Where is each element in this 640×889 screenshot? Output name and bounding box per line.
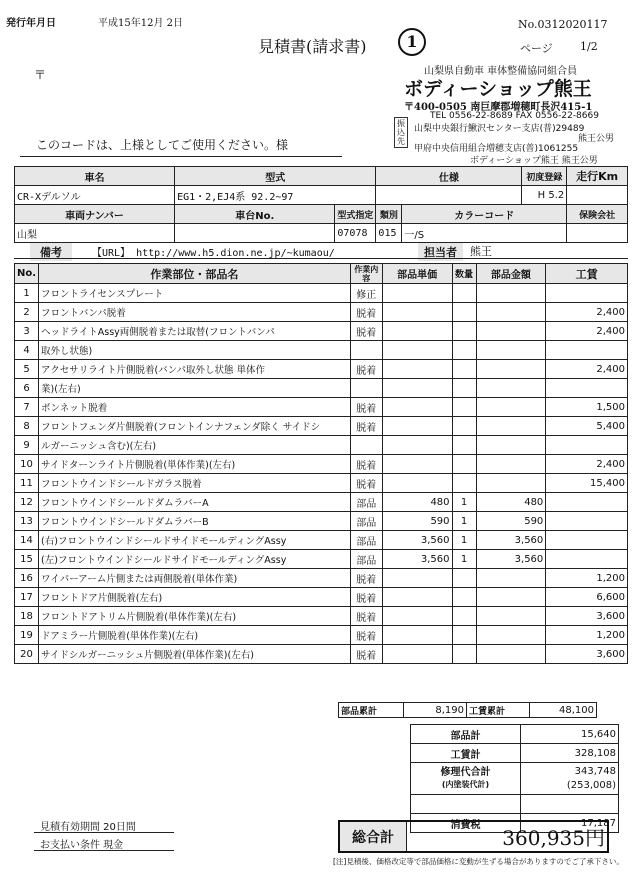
remarks-label: 備考 [30, 243, 72, 261]
table-row [15, 550, 628, 569]
col-unit-price-header: 部品単価 [382, 264, 452, 284]
item-no: 9 [15, 436, 39, 455]
summary-label [411, 763, 521, 795]
company-tel-fax: TEL 0556-22-8689 FAX 0556-22-8669 [430, 111, 599, 121]
item-quantity [452, 417, 476, 436]
plate-header: 車両ナンバー [15, 205, 175, 224]
transfer-char: 振 [397, 119, 405, 128]
item-unit-price [382, 379, 452, 398]
table-row [15, 626, 628, 645]
bank-account-1-holder: 熊王公男 [578, 134, 615, 144]
item-work-type: 脱着 [350, 455, 382, 474]
item-part-name: (左)フロントウインドシールドサイドモールディングAssy [39, 550, 351, 569]
company-address: 〒400-0505 南巨摩郡増穂町長沢415-1 [404, 102, 593, 113]
summary-value-main: 343,748 [574, 765, 616, 777]
item-unit-price: 3,560 [382, 550, 452, 569]
parts-subtotal-label: 部品累計 [339, 703, 404, 718]
item-amount [476, 436, 546, 455]
item-labor: 2,400 [546, 455, 628, 474]
table-row [15, 341, 628, 360]
item-part-name: フロントドアトリム片側脱着(単体作業)(左右) [39, 607, 351, 626]
item-work-type: 脱着 [350, 303, 382, 322]
summary-label: 消費税 [411, 814, 521, 833]
item-labor: 3,600 [546, 607, 628, 626]
table-row [15, 455, 628, 474]
payment-terms: お支払い条件 現金 [40, 840, 124, 851]
item-labor [546, 284, 628, 303]
item-part-name: サイドシルガーニッシュ片側脱着(単体作業)(左右) [39, 645, 351, 664]
item-work-type [350, 341, 382, 360]
item-part-name: ボンネット脱着 [39, 398, 351, 417]
table-row [15, 588, 628, 607]
item-part-name: サイドターンライト片側脱着(単体作業)(左右) [39, 455, 351, 474]
table-row [15, 379, 628, 398]
item-work-type: 脱着 [350, 360, 382, 379]
item-no: 18 [15, 607, 39, 626]
vehicle-info-table [14, 166, 628, 243]
item-unit-price [382, 303, 452, 322]
bank-account-2-holder: ボディーショップ熊王 熊王公男 [470, 156, 598, 166]
summary-value-sub: (253,008) [566, 779, 616, 791]
item-work-type: 脱着 [350, 474, 382, 493]
item-part-name: ヘッドライトAssy両側脱着または取替(フロントバンパ [39, 322, 351, 341]
item-work-type: 部品 [350, 493, 382, 512]
item-unit-price [382, 322, 452, 341]
col-no-header: No. [15, 264, 39, 284]
item-amount: 590 [476, 512, 546, 531]
item-labor [546, 341, 628, 360]
staff-label: 担当者 [418, 243, 463, 261]
table-row [15, 284, 628, 303]
color-code: 一/S [402, 224, 567, 243]
item-part-name: フロントバンパ脱着 [39, 303, 351, 322]
item-amount [476, 322, 546, 341]
item-part-name: フロントウインドシールドガラス脱着 [39, 474, 351, 493]
vehicle-model-header: 型式 [175, 167, 376, 186]
designation-header: 型式指定 [335, 205, 376, 224]
table-row [15, 398, 628, 417]
subtotals-row [338, 702, 597, 718]
item-quantity [452, 379, 476, 398]
item-labor: 2,400 [546, 322, 628, 341]
item-part-name: ワイパーアーム片側または両側脱着(単体作業) [39, 569, 351, 588]
summary-label-sub: (内塗装代計) [441, 779, 490, 789]
item-quantity: 1 [452, 550, 476, 569]
summary-label-main: 修理代合計 [440, 766, 491, 778]
postal-mark: 〒 [34, 68, 47, 82]
item-labor: 15,400 [546, 474, 628, 493]
item-amount [476, 474, 546, 493]
item-work-type: 脱着 [350, 645, 382, 664]
table-row [15, 607, 628, 626]
vehicle-name: CR-Xデルソル [15, 186, 175, 205]
summary-label: 工賃計 [411, 744, 521, 763]
page-label: ページ [520, 42, 553, 55]
item-labor [546, 493, 628, 512]
table-row [15, 512, 628, 531]
item-amount: 480 [476, 493, 546, 512]
item-labor: 1,200 [546, 569, 628, 588]
item-quantity [452, 436, 476, 455]
summary-body [411, 725, 619, 833]
item-no: 17 [15, 588, 39, 607]
item-no: 8 [15, 417, 39, 436]
remarks-url: 【URL】 http://www.h5.dion.ne.jp/~kumaou/ [92, 248, 335, 259]
item-unit-price: 590 [382, 512, 452, 531]
item-quantity [452, 645, 476, 664]
item-unit-price: 480 [382, 493, 452, 512]
staff-name: 熊王 [470, 245, 492, 258]
issue-date: 平成15年12月 2日 [98, 18, 183, 29]
parts-subtotal-value: 8,190 [404, 703, 467, 718]
page-number: 1/2 [580, 40, 598, 53]
item-amount [476, 303, 546, 322]
item-amount [476, 360, 546, 379]
item-labor [546, 379, 628, 398]
bank-account-1: 山梨中央銀行鰍沢センター支店(普)29489 [414, 124, 585, 134]
summary-label: 部品計 [411, 725, 521, 744]
summary-row [411, 744, 619, 763]
remarks-underline [14, 258, 628, 259]
item-work-type: 脱着 [350, 322, 382, 341]
col-part-header: 作業部位・部品名 [39, 264, 351, 284]
item-part-name: ルガーニッシュ含む)(左右) [39, 436, 351, 455]
item-no: 5 [15, 360, 39, 379]
item-quantity [452, 569, 476, 588]
table-row [15, 417, 628, 436]
customer-name-line: このコードは、上様としてご使用ください。様 [36, 138, 289, 152]
class-number: 015 [376, 224, 402, 243]
labor-subtotal-value: 48,100 [530, 703, 597, 718]
item-part-name: フロントフェンダ片側脱着(フロントインナフェンダ除く サイドシ [39, 417, 351, 436]
item-amount [476, 607, 546, 626]
item-labor [546, 531, 628, 550]
issue-date-label: 発行年月日 [6, 18, 56, 29]
item-amount [476, 398, 546, 417]
item-unit-price: 3,560 [382, 531, 452, 550]
color-code-header: カラーコード [402, 205, 567, 224]
item-quantity [452, 360, 476, 379]
grand-total-value: 360,935円 [407, 821, 609, 852]
item-part-name: アクセサリライト片側脱着(バンパ取外し状態 単体作 [39, 360, 351, 379]
summary-value [521, 795, 619, 814]
item-no: 4 [15, 341, 39, 360]
item-labor [546, 550, 628, 569]
item-work-type: 部品 [350, 550, 382, 569]
item-labor: 2,400 [546, 360, 628, 379]
item-quantity [452, 398, 476, 417]
item-amount [476, 379, 546, 398]
document-number: No.0312020117 [518, 18, 608, 31]
item-labor: 2,400 [546, 303, 628, 322]
item-unit-price [382, 398, 452, 417]
item-work-type: 脱着 [350, 607, 382, 626]
summary-row [411, 795, 619, 814]
circle-number-mark [398, 28, 426, 56]
item-no: 19 [15, 626, 39, 645]
vehicle-name-header: 車名 [15, 167, 175, 186]
first-registration-header: 初度登録 [522, 167, 567, 186]
item-work-type: 部品 [350, 531, 382, 550]
item-part-name: (右)フロントウインドシールドサイドモールディングAssy [39, 531, 351, 550]
items-table [14, 263, 628, 664]
item-amount [476, 455, 546, 474]
item-quantity [452, 303, 476, 322]
item-part-name: フロントウインドシールドダムラバーA [39, 493, 351, 512]
summary-value [521, 763, 619, 795]
item-labor: 1,500 [546, 398, 628, 417]
item-amount [476, 341, 546, 360]
item-quantity: 1 [452, 493, 476, 512]
item-work-type: 修正 [350, 284, 382, 303]
item-unit-price [382, 607, 452, 626]
vehicle-spec [376, 186, 522, 205]
item-part-name: ドアミラー片側脱着(単体作業)(左右) [39, 626, 351, 645]
item-labor [546, 512, 628, 531]
summary-row [411, 763, 619, 795]
insurer-header: 保険会社 [567, 205, 628, 224]
table-row [15, 569, 628, 588]
items-body [15, 284, 628, 664]
item-unit-price [382, 341, 452, 360]
item-no: 20 [15, 645, 39, 664]
company-name: ボディーショップ熊王 [404, 78, 592, 100]
item-labor: 3,600 [546, 645, 628, 664]
grand-total-label: 総合計 [339, 821, 407, 852]
summary-label [411, 795, 521, 814]
summary-table [410, 724, 619, 833]
chassis-header: 車台No. [175, 205, 335, 224]
customer-underline [20, 156, 342, 157]
item-quantity [452, 341, 476, 360]
item-unit-price [382, 569, 452, 588]
item-unit-price [382, 360, 452, 379]
summary-value: 15,640 [521, 725, 619, 744]
document-title: 見積書(請求書) [258, 37, 367, 56]
footer-note: [注]見積後、価格改定等で部品価格に変動が生ずる場合がありますのでご了承下さい。 [333, 857, 624, 866]
first-registration: H 5.2 [522, 186, 567, 205]
mileage-header: 走行Km [567, 167, 628, 186]
item-work-type [350, 379, 382, 398]
item-unit-price [382, 417, 452, 436]
plate-number: 山梨 [15, 224, 175, 243]
summary-value: 328,108 [521, 744, 619, 763]
item-quantity: 1 [452, 512, 476, 531]
item-amount: 3,560 [476, 550, 546, 569]
item-work-type: 脱着 [350, 626, 382, 645]
chassis-number [175, 224, 335, 243]
item-amount [476, 645, 546, 664]
item-unit-price [382, 588, 452, 607]
item-unit-price [382, 436, 452, 455]
transfer-stamp [394, 117, 408, 148]
item-no: 6 [15, 379, 39, 398]
item-unit-price [382, 284, 452, 303]
item-amount [476, 284, 546, 303]
validity-underline [34, 832, 174, 833]
item-no: 2 [15, 303, 39, 322]
col-qty-header: 数量 [452, 264, 476, 284]
association-line: 山梨県自動車 車体整備協同組合員 [424, 66, 578, 77]
transfer-char: 込 [397, 128, 405, 137]
item-quantity [452, 626, 476, 645]
table-row [15, 360, 628, 379]
item-unit-price [382, 626, 452, 645]
transfer-char: 先 [397, 137, 405, 146]
item-no: 12 [15, 493, 39, 512]
item-part-name: フロントウインドシールドダムラバーB [39, 512, 351, 531]
col-labor-header: 工賃 [546, 264, 628, 284]
item-labor: 5,400 [546, 417, 628, 436]
summary-row [411, 725, 619, 744]
item-no: 16 [15, 569, 39, 588]
designation-number: 07078 [335, 224, 376, 243]
mileage [567, 186, 628, 205]
item-quantity [452, 474, 476, 493]
item-unit-price [382, 455, 452, 474]
item-amount [476, 626, 546, 645]
item-work-type: 部品 [350, 512, 382, 531]
item-amount [476, 588, 546, 607]
table-row [15, 645, 628, 664]
item-work-type [350, 436, 382, 455]
col-amount-header: 部品金額 [476, 264, 546, 284]
col-work-header: 作業内容 [350, 264, 382, 284]
item-no: 13 [15, 512, 39, 531]
item-no: 7 [15, 398, 39, 417]
item-no: 1 [15, 284, 39, 303]
table-row [15, 436, 628, 455]
item-work-type: 脱着 [350, 417, 382, 436]
item-unit-price [382, 474, 452, 493]
insurer [567, 224, 628, 243]
vehicle-spec-header: 仕様 [376, 167, 522, 186]
item-amount [476, 569, 546, 588]
item-part-name: 業)(左右) [39, 379, 351, 398]
table-row [15, 322, 628, 341]
table-row [15, 303, 628, 322]
item-quantity [452, 284, 476, 303]
table-row [15, 531, 628, 550]
item-part-name: 取外し状態) [39, 341, 351, 360]
grand-total-box [338, 820, 609, 853]
summary-value: 17,187 [521, 814, 619, 833]
item-no: 15 [15, 550, 39, 569]
circle-number: 1 [398, 28, 426, 56]
bank-account-2: 甲府中央信用組合増穂支店(普)1061255 [414, 144, 579, 154]
vehicle-model: EG1・2,EJ4系 92.2~97 [175, 186, 376, 205]
item-labor [546, 436, 628, 455]
labor-subtotal-label: 工賃累計 [467, 703, 530, 718]
item-no: 14 [15, 531, 39, 550]
item-labor: 1,200 [546, 626, 628, 645]
item-amount [476, 417, 546, 436]
item-no: 10 [15, 455, 39, 474]
validity-period: 見積有効期間 20日間 [40, 822, 136, 833]
item-quantity [452, 455, 476, 474]
table-row [15, 493, 628, 512]
item-work-type: 脱着 [350, 569, 382, 588]
table-row [15, 474, 628, 493]
item-no: 11 [15, 474, 39, 493]
item-labor: 6,600 [546, 588, 628, 607]
item-quantity: 1 [452, 531, 476, 550]
item-part-name: フロントドア片側脱着(左右) [39, 588, 351, 607]
item-quantity [452, 607, 476, 626]
item-unit-price [382, 645, 452, 664]
class-header: 類別 [376, 205, 402, 224]
item-work-type: 脱着 [350, 398, 382, 417]
payment-underline [34, 850, 174, 851]
item-amount: 3,560 [476, 531, 546, 550]
item-quantity [452, 588, 476, 607]
item-part-name: フロントライセンスプレート [39, 284, 351, 303]
item-quantity [452, 322, 476, 341]
item-no: 3 [15, 322, 39, 341]
item-work-type: 脱着 [350, 588, 382, 607]
